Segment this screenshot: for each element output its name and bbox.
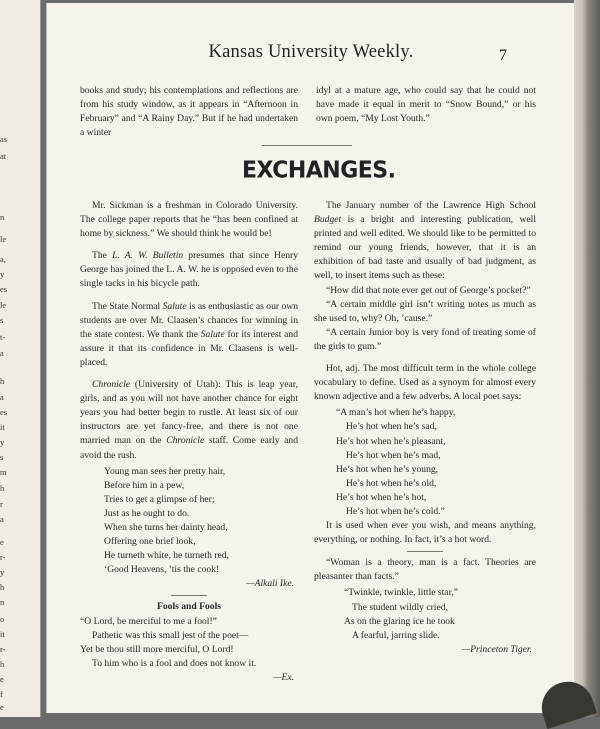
prev-page-fragment: f: [0, 689, 3, 699]
poem-line: He’s hot when he’s cold.”: [346, 505, 445, 517]
poem-line: To him who is a fool and does not know it.: [92, 657, 257, 669]
paragraph: The L. A. W. Bulletin presumes that since Henry George has joined the L. A. W. he is opposed even to the single tacks in his bicycle path.: [80, 250, 298, 290]
prev-page-fragment: e: [0, 537, 4, 547]
previous-page-edge: [0, 0, 41, 717]
document-page: [46, 3, 576, 713]
poem-line: Tries to get a glimpse of her;: [104, 493, 215, 505]
attribution: —Alkali Ike.: [246, 578, 294, 590]
right-column: [314, 199, 536, 657]
prev-page-fragment: r-: [0, 644, 6, 654]
paragraph: The State Normal Salute is as enthusiastic as our own students are over Mr. Claasen’s chances for winning in the state contest. We thank the Salute for its interest and assure it that its confidence in Mr. Claasens is well-placed.: [80, 300, 299, 368]
paragraph: “Woman is a theory, man is a fact. Theories are pleasanter than facts.”: [314, 557, 536, 583]
prev-page-fragment: n: [0, 597, 5, 607]
prev-page-fragment: h: [0, 659, 5, 669]
prev-page-fragment: as: [0, 134, 8, 144]
left-column: [80, 199, 298, 685]
poem-line: Young man sees her pretty hair,: [104, 465, 226, 477]
page-title: Kansas University Weekly.: [208, 42, 414, 62]
prev-page-fragment: a: [0, 348, 4, 358]
poem-line: “A man’s hot when he’s happy,: [336, 407, 456, 419]
poem-line: He turneth white, he turneth red,: [104, 550, 229, 562]
prev-page-fragment: y: [0, 567, 5, 577]
paragraph: It is used when ever you wish, and means anything, everything, or nothing. In fact, it’s a hot word.: [314, 520, 536, 546]
prev-page-fragment: m: [0, 467, 7, 477]
poem-line: “Twinkle, twinkle, little star,”: [344, 587, 459, 599]
book-page-edge: [574, 0, 600, 717]
prev-page-fragment: e: [0, 674, 4, 684]
quote: “How did that note ever get out of George’s pocket?”: [326, 284, 531, 296]
attribution: —Princeton Tiger.: [461, 643, 532, 655]
poem-line: ‘Good Heavens, ’tis the cook!: [104, 564, 220, 576]
prev-page-fragment: a,: [0, 254, 6, 264]
paragraph: The January number of the Lawrence High School Budget is a bright and interesting publication, well printed and well edited. We should like to be permitted to remind our young friends, however, that it is an exhibition of bad taste and usually of bad judgment, as well, to insert items such as these:: [314, 200, 536, 282]
prev-page-fragment: y: [0, 437, 5, 447]
prev-page-fragment: es: [0, 284, 8, 294]
prev-page-fragment: r: [0, 499, 3, 509]
subheading: Fools and Fools: [157, 601, 221, 613]
top-left-continuation: [80, 84, 298, 140]
poem: [344, 586, 536, 642]
divider: [407, 551, 443, 552]
prev-page-fragment: le: [0, 234, 7, 244]
paragraph: Mr. Sickman is a freshman in Colorado University. The college paper reports that he “has been confined at home by sickness.” We should think he would be!: [80, 200, 298, 240]
prev-page-fragment: es: [0, 407, 8, 417]
prev-page-fragment: h: [0, 376, 5, 386]
prev-page-fragment: le: [0, 300, 7, 310]
poem-line: A fearful, jarring slide.: [352, 629, 440, 641]
poem-line: Offering one brief look,: [104, 536, 196, 548]
paragraph: Hot, adj. The most difficult term in the whole college vocabulary to define. Used as a synoym for almost every known adjective and a few adverbs. A local poet says:: [314, 363, 536, 403]
prev-page-fragment: at: [0, 151, 7, 161]
poem-line: Yet be thou still more merciful, O Lord!: [80, 643, 234, 655]
prev-page-fragment: r-: [0, 552, 6, 562]
poem-line: Pathetic was this small jest of the poet—: [92, 629, 249, 641]
section-heading: EXCHANGES.: [242, 157, 396, 184]
page-number: 7: [499, 47, 507, 64]
poem: [336, 406, 536, 519]
poem-line: The student wildly cried,: [352, 601, 448, 613]
poem-line: “O Lord, be merciful to me a fool!”: [80, 615, 217, 627]
paragraph: idyl at a mature age, who could say that he could not have made it equal in merit to “Snow Bound,” or his own poem, “My Lost Youth.”: [316, 85, 536, 125]
prev-page-fragment: o: [0, 614, 5, 624]
prev-page-fragment: it: [0, 629, 5, 639]
prev-page-fragment: y: [0, 269, 5, 279]
prev-page-fragment: t-: [0, 332, 6, 342]
prev-page-fragment: s: [0, 315, 4, 325]
poem: [104, 465, 298, 578]
poem-line: As on the glaring ice he took: [344, 615, 455, 627]
attribution: —Ex.: [272, 671, 294, 683]
poem-line: He’s hot when he’s pleasant,: [336, 435, 446, 447]
prev-page-fragment: h: [0, 582, 5, 592]
prev-page-fragment: n: [0, 212, 5, 222]
paragraph: Chronicle (University of Utah): This is leap year, girls, and as you will not have another chance for eight years you had better begin to rustle. At least six of our instructors are yet fancy-free, and there is not one married man on the Chronicle staff. Come early and avoid the rush.: [80, 379, 298, 461]
poem-line: He’s hot when he’s young,: [336, 463, 439, 475]
prev-page-fragment: it: [0, 422, 5, 432]
quote: “A certain middle girl isn’t writing notes as much as she used to, why? Oh, ’cause.”: [314, 298, 536, 324]
prev-page-fragment: s: [0, 452, 4, 462]
prev-page-fragment: a: [0, 514, 4, 524]
prev-page-fragment: a: [0, 392, 4, 402]
poem-line: Just as he ought to do.: [104, 507, 190, 519]
prev-page-fragment: e: [0, 702, 4, 712]
poem-line: He’s hot when he’s old,: [346, 477, 437, 489]
top-right-continuation: [316, 84, 536, 126]
quote: “A certain Junior boy is very fond of treating some of the girls to gum.”: [314, 326, 536, 352]
poem-line: He’s hot when he’s hot,: [336, 491, 427, 503]
poem-line: When she turns her dainty head,: [104, 521, 228, 533]
prev-page-fragment: h: [0, 483, 5, 493]
poem-line: He’s hot when he’s sad,: [346, 421, 437, 433]
divider: [171, 595, 207, 596]
poem-line: He’s hot when he’s mad,: [346, 449, 441, 461]
divider: [262, 145, 352, 146]
poem-line: Before him in a pew,: [104, 479, 185, 491]
paragraph: books and study; his contemplations and reflections are from his study window, as it appears in “Afternoon in February” and “A Rainy Day.” But if he had undertaken a winter: [80, 85, 298, 139]
